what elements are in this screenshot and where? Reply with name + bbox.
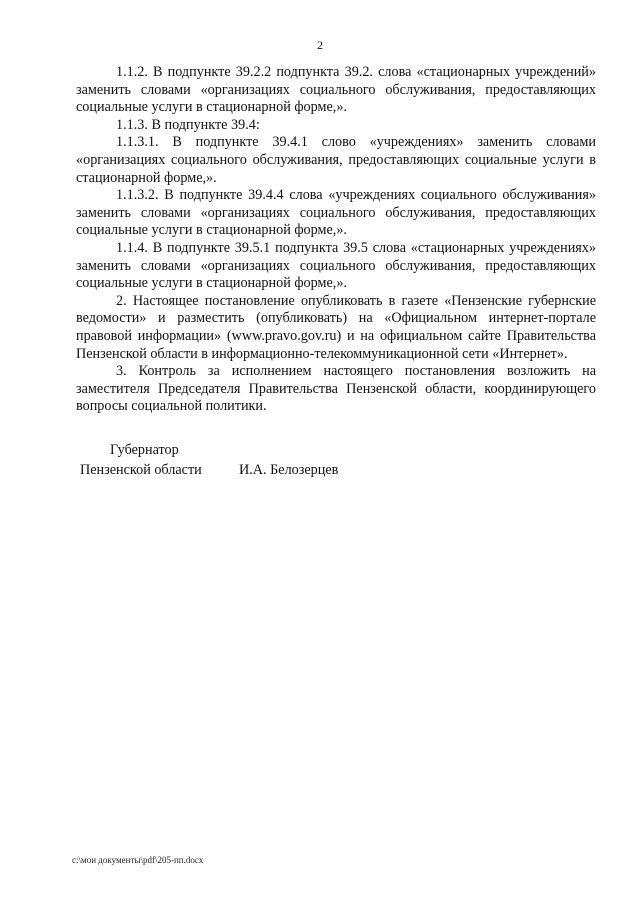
paragraph-1-1-3: 1.1.3. В подпункте 39.4: (116, 116, 260, 133)
footer-file-path: c:\мои документы\pdf\205-пп.docx (72, 855, 204, 865)
paragraph-1-1-2: 1.1.2. В подпункте 39.2.2 подпункта 39.2. слова «стационарных учреждений» заменить словами «организациях социального обслуживания, предоставляющих социальные услуги в стационарной форме,». (76, 64, 596, 116)
signature-name: И.А. Белозерцев (239, 462, 339, 478)
page-number: 2 (317, 38, 323, 52)
paragraph-3-control: 3. Контроль за исполнением настоящего постановления возложить на заместителя Председателя Правительства Пензенской области, координирующего вопросы социальной политики. (76, 363, 596, 415)
paragraph-2-publication: 2. Настоящее постановление опубликовать в газете «Пензенские губернские ведомости» и разместить (опубликовать) на «Официальном интернет-портале правовой информации» (www.pravo.gov.ru) и на официальном сайте Правительства Пензенской области в информационно-телекоммуникационной сети «Интернет». (76, 292, 596, 362)
document-body (76, 64, 596, 416)
paragraph-1-1-4: 1.1.4. В подпункте 39.5.1 подпункта 39.5 слова «стационарных учреждениях» заменить словами «организациях социального обслуживания, предоставляющих социальные услуги в стационарной форме,». (76, 239, 596, 292)
signature-title: Губернатор (110, 442, 179, 458)
signature-region: Пензенской области (80, 462, 202, 478)
paragraph-1-1-3-1: 1.1.3.1. В подпункте 39.4.1 слово «учреждениях» заменить словами «организациях социального обслуживания, предоставляющих социальные услуги в стационарной форме,». (76, 134, 596, 186)
paragraph-1-1-3-2: 1.1.3.2. В подпункте 39.4.4 слова «учреждениях социального обслуживания» заменить словами «организациях социального обслуживания, предоставляющих социальные услуги в стационарной форме,». (76, 187, 596, 239)
